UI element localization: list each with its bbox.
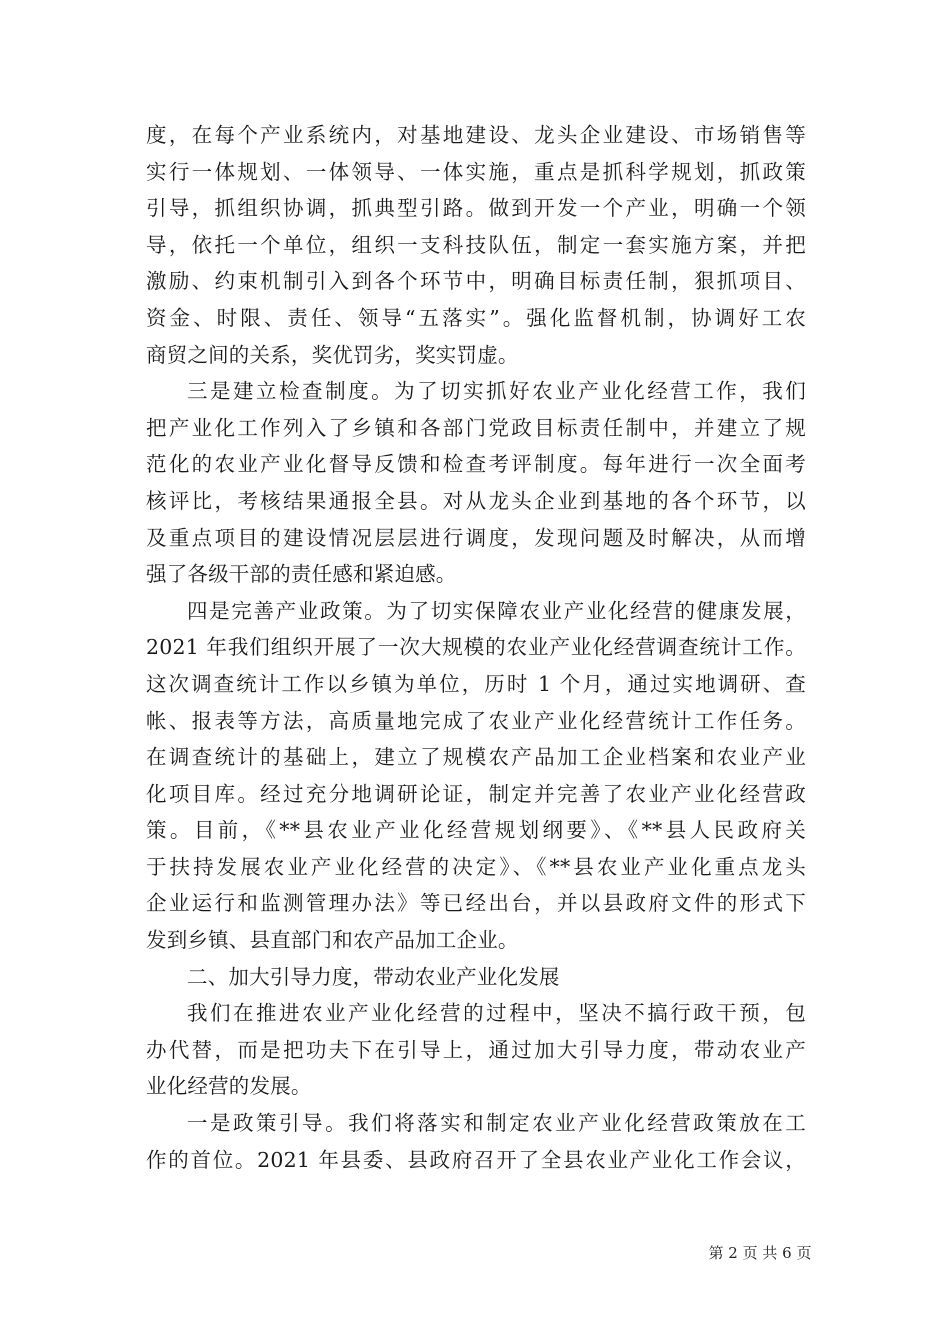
text-line: 策。目前，《**县农业产业化经营规划纲要》、《**县人民政府关 (146, 818, 806, 843)
text-line: 一是政策引导。我们将落实和制定农业产业化经营政策放在工 (187, 1111, 806, 1136)
text-line: 度，在每个产业系统内，对基地建设、龙头企业建设、市场销售等 (146, 123, 806, 147)
text-line: 2021 年我们组织开展了一次大规模的农业产业化经营调查统计工作。 (146, 635, 806, 660)
text-line: 帐、报表等方法，高质量地完成了农业产业化经营统计工作任务。 (146, 708, 806, 733)
text-line: 把产业化工作列入了乡镇和各部门党政目标责任制中，并建立了规 (146, 415, 806, 440)
text-line: 引导，抓组织协调，抓典型引路。做到开发一个产业，明确一个领 (146, 196, 806, 221)
text-line: 激励、约束机制引入到各个环节中，明确目标责任制，狠抓项目、 (146, 269, 806, 294)
text-line: 及重点项目的建设情况层层进行调度，发现问题及时解决，从而增 (146, 525, 806, 550)
text-line: 在调查统计的基础上，建立了规模农产品加工企业档案和农业产业 (146, 745, 806, 770)
text-line: 发到乡镇、县直部门和农产品加工企业。 (146, 928, 519, 953)
page-number-footer: 第 2 页 共 6 页 (708, 1244, 812, 1262)
text-line: 范化的农业产业化督导反馈和检查考评制度。每年进行一次全面考 (146, 452, 806, 477)
text-line: 业化经营的发展。 (146, 1074, 312, 1099)
text-line: 化项目库。经过充分地调研论证，制定并完善了农业产业化经营政 (146, 781, 806, 806)
text-line: 这次调查统计工作以乡镇为单位，历时 1 个月，通过实地调研、查 (146, 671, 806, 696)
document-body (146, 117, 806, 1178)
text-line: 作的首位。2021 年县委、县政府召开了全县农业产业化工作会议， (146, 1147, 806, 1172)
text-line: 商贸之间的关系，奖优罚劣，奖实罚虚。 (146, 342, 519, 367)
text-line: 四是完善产业政策。为了切实保障农业产业化经营的健康发展， (187, 598, 806, 623)
text-line: 资金、时限、责任、领导“五落实”。强化监督机制，协调好工农 (146, 305, 806, 330)
text-line: 导，依托一个单位，组织一支科技队伍，制定一套实施方案，并把 (146, 232, 806, 257)
text-line: 企业运行和监测管理办法》等已经出台，并以县政府文件的形式下 (146, 891, 806, 916)
text-line: 核评比，考核结果通报全县。对从龙头企业到基地的各个环节，以 (146, 488, 806, 513)
text-line: 于扶持发展农业产业化经营的决定》、《**县农业产业化重点龙头 (146, 854, 806, 879)
text-line: 强了各级干部的责任感和紧迫感。 (146, 562, 457, 587)
text-line: 二、加大引导力度，带动农业产业化发展 (187, 964, 560, 989)
text-line: 办代替，而是把功夫下在引导上，通过加大引导力度，带动农业产 (146, 1037, 806, 1062)
text-line: 三是建立检查制度。为了切实抓好农业产业化经营工作，我们 (187, 379, 806, 404)
text-line: 实行一体规划、一体领导、一体实施，重点是抓科学规划，抓政策 (146, 159, 806, 184)
text-line: 我们在推进农业产业化经营的过程中，坚决不搞行政干预，包 (187, 1001, 806, 1026)
